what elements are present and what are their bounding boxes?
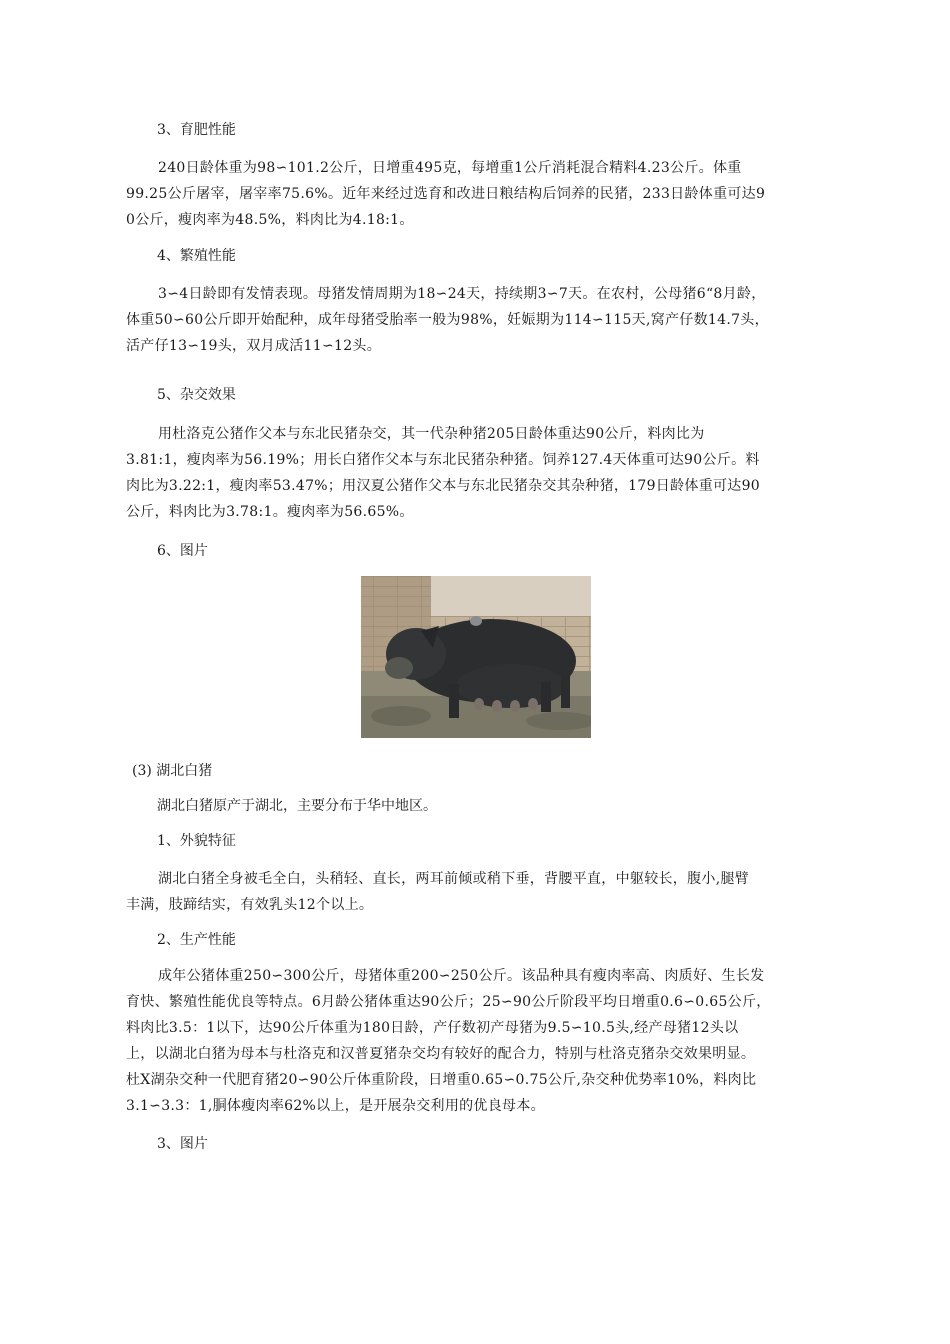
paragraph-fattening: 240日龄体重为98∽101.2公斤，日增重495克，每增重1公斤消耗混合精料4.23公斤。体重 99.25公斤屠宰，屠宰率75.6%。近年来经过选育和改进日粮结构后饲养的民猪，233日龄体重可达9 0公斤，瘦肉率为48.5%，料肉比为4.18:1。: [126, 160, 766, 228]
heading-production: 2、生产性能: [157, 932, 236, 948]
paragraph-hubei-intro: 湖北白猪原产于湖北，主要分布于华中地区。: [157, 798, 437, 814]
black-pig-image: [361, 576, 591, 738]
paragraph-production: 成年公猪体重250∽300公斤，母猪体重200∽250公斤。该品种具有瘦肉率高、肉质好、生长发 育快、繁殖性能优良等特点。6月龄公猪体重达90公斤；25∽90公斤阶段平均日增重0.6∽0.65公斤， 料肉比3.5：1以下，达90公斤体重为180日龄，产仔数初产母猪为9.5∽10.5头,经产母猪12头以 上，以湖北白猪为母本与杜洛克和汉普夏猪杂交均有较好的配合力，特别与杜洛克猪杂交效果明显。 杜X湖杂交种一代肥育猪20∽90公斤体重阶段，日增重0.65∽0.75公斤,杂交种优势率10%，料肉比 3.1∽3.3：1,胴体瘦肉率62%以上，是开展杂交利用的优良母本。: [126, 968, 771, 1114]
paragraph-breeding: 3∽4日龄即有发情表现。母猪发情周期为18∽24天，持续期3∽7天。在农村，公母猪6“8月龄， 体重50∽60公斤即开始配种，成年母猪受胎率一般为98%，妊娠期为114∽115天,窝产仔数14.7头， 活产仔13∽19头，双月成活11∽12头。: [126, 286, 769, 354]
paragraph-appearance: 湖北白猪全身被毛全白，头稍轻、直长，两耳前倾或稍下垂，背腰平直，中躯较长，腹小,腿臂 丰满，肢蹄结实，有效乳头12个以上。: [126, 871, 750, 913]
pig-photo: [361, 576, 591, 738]
heading-breeding: 4、繁殖性能: [157, 248, 236, 264]
heading-picture: 6、图片: [157, 543, 208, 559]
heading-hubei-picture: 3、图片: [157, 1136, 208, 1152]
heading-appearance: 1、外貌特征: [157, 833, 236, 849]
heading-crossbreeding: 5、杂交效果: [157, 387, 236, 403]
paragraph-crossbreeding: 用杜洛克公猪作父本与东北民猪杂交，其一代杂种猪205日龄体重达90公斤，料肉比为 3.81:1，瘦肉率为56.19%；用长白猪作父本与东北民猪杂种猪。饲养127.4天体重可达90公斤。料 肉比为3.22:1，瘦肉率53.47%；用汉夏公猪作父本与东北民猪杂交其杂种猪，179日龄体重可达90 公斤，料肉比为3.78:1。瘦肉率为56.65%。: [126, 426, 761, 520]
heading-fattening: 3、育肥性能: [157, 122, 236, 138]
section-title-hubei-white-pig: (3) 湖北白猪: [132, 763, 213, 779]
